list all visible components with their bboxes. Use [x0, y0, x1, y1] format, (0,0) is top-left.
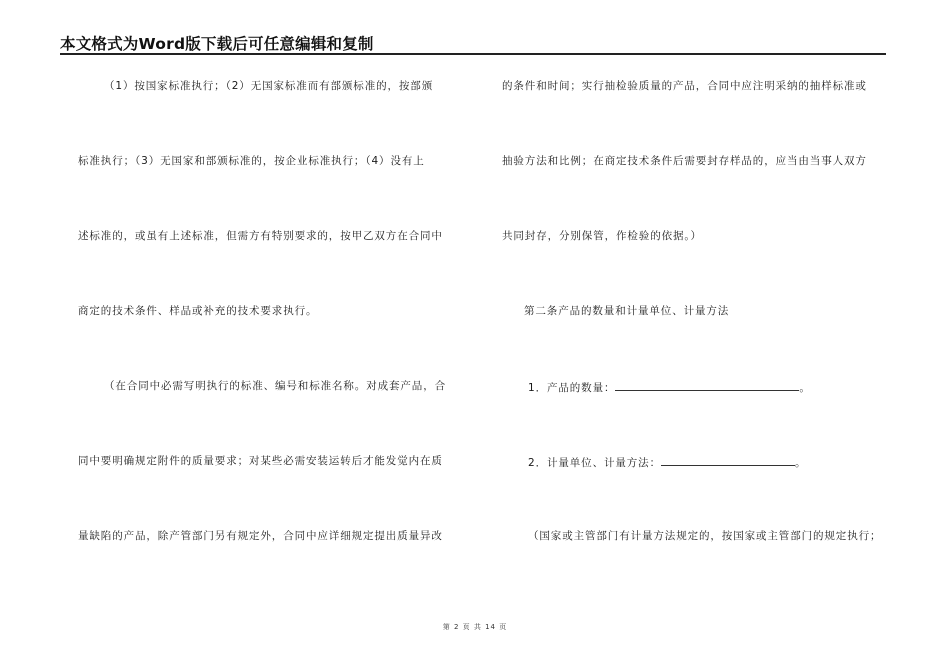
quantity-blank-field[interactable]	[615, 380, 799, 391]
paragraph-line: （国家或主管部门有计量方法规定的，按国家或主管部门的规定执行；	[528, 530, 882, 542]
paragraph-line: （在合同中必需写明执行的标准、编号和标准名称。对成套产品，合	[104, 380, 446, 392]
paragraph-line: 商定的技术条件、样品或补充的技术要求执行。	[78, 305, 318, 317]
paragraph-line: 共同封存，分别保管，作检验的依据。）	[502, 230, 702, 242]
paragraph-line: 同中要明确规定附件的质量要求；对某些必需安装运转后才能发觉内在质	[78, 455, 443, 467]
paragraph-line: 的条件和时间；实行抽检验质量的产品，合同中应注明采纳的抽样标准或	[502, 80, 867, 92]
measurement-blank-field[interactable]	[661, 455, 795, 466]
quantity-label: 1．产品的数量：	[528, 382, 616, 394]
quantity-line	[528, 380, 811, 395]
header-rule	[60, 53, 886, 55]
paragraph-line: 标准执行；（3）无国家和部颁标准的，按企业标准执行；（4）没有上	[78, 155, 425, 167]
page-number: 第 2 页 共 14 页	[442, 623, 508, 631]
article-heading: 第二条产品的数量和计量单位、计量方法	[524, 305, 730, 317]
page-header	[60, 30, 886, 52]
quantity-period: 。	[799, 382, 811, 394]
document-header-title: 本文格式为Word版下载后可任意编辑和复制	[60, 35, 374, 53]
paragraph-line: 述标准的，或虽有上述标准，但需方有特别要求的，按甲乙双方在合同中	[78, 230, 443, 242]
measurement-period: 。	[794, 457, 807, 469]
measurement-line	[528, 455, 806, 470]
measurement-label: 2．计量单位、计量方法：	[528, 457, 661, 469]
paragraph-line: （1）按国家标准执行；（2）无国家标准而有部颁标准的，按部颁	[104, 80, 434, 92]
paragraph-line: 抽验方法和比例；在商定技术条件后需要封存样品的，应当由当事人双方	[502, 155, 867, 167]
paragraph-line: 量缺陷的产品，除产管部门另有规定外，合同中应详细规定提出质量异改	[78, 530, 443, 542]
